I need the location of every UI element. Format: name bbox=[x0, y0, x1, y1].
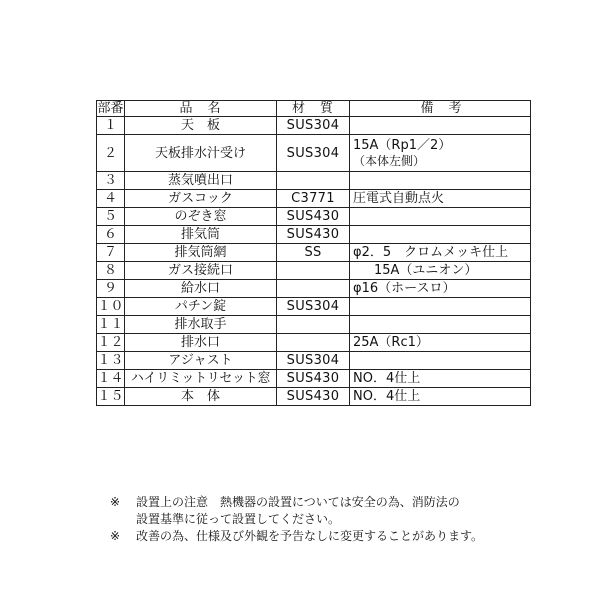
note-text: 改善の為、仕様及び外観を予告なしに変更することがあります。 bbox=[136, 529, 484, 543]
part-remarks bbox=[350, 208, 531, 226]
note-item bbox=[110, 494, 580, 511]
part-remarks bbox=[350, 298, 531, 316]
table-row bbox=[97, 208, 531, 226]
part-name: ガス接続口 bbox=[125, 262, 277, 280]
part-material: SUS304 bbox=[277, 298, 350, 316]
part-number: １５ bbox=[97, 389, 124, 404]
part-name: 排気筒 bbox=[125, 226, 277, 244]
part-number: １２ bbox=[97, 335, 124, 350]
part-name: 排気筒網 bbox=[125, 244, 277, 262]
header-remarks: 備 考 bbox=[350, 101, 531, 117]
note-text-continued: 設置基準に従って設置してください。 bbox=[136, 512, 341, 526]
part-name: 蒸気噴出口 bbox=[125, 172, 277, 190]
part-remarks: NO．4仕上 bbox=[350, 370, 531, 388]
part-remarks-sub: （本体左側） bbox=[353, 154, 426, 168]
part-number: １３ bbox=[97, 353, 124, 368]
part-name: のぞき窓 bbox=[125, 208, 277, 226]
part-number: １０ bbox=[97, 299, 124, 314]
part-remarks: 15A（ユニオン） bbox=[350, 262, 531, 280]
table-row bbox=[97, 172, 531, 190]
table-row bbox=[97, 117, 531, 135]
part-material: SUS304 bbox=[277, 352, 350, 370]
part-name: 排水取手 bbox=[125, 316, 277, 334]
part-material bbox=[277, 334, 350, 352]
part-remarks: φ2．5 クロムメッキ仕上 bbox=[350, 244, 531, 262]
notes-section bbox=[110, 494, 580, 545]
part-number: １４ bbox=[97, 371, 124, 386]
table-row bbox=[97, 280, 531, 298]
table-row bbox=[97, 244, 531, 262]
part-name: 本 体 bbox=[125, 388, 277, 406]
part-name: 給水口 bbox=[125, 280, 277, 298]
part-number: ９ bbox=[97, 280, 125, 298]
part-name: 天 板 bbox=[125, 117, 277, 135]
part-material: SUS304 bbox=[277, 117, 350, 135]
header-part-name: 品 名 bbox=[125, 101, 277, 117]
part-remarks: NO．4仕上 bbox=[350, 388, 531, 406]
part-remarks: 圧電式自動点火 bbox=[350, 190, 531, 208]
table-row bbox=[97, 226, 531, 244]
part-remarks-cell bbox=[350, 135, 531, 172]
table-row bbox=[97, 190, 531, 208]
part-number: ４ bbox=[97, 190, 125, 208]
part-number: １１ bbox=[97, 317, 124, 332]
table-row bbox=[97, 316, 531, 334]
part-material: SUS304 bbox=[277, 135, 350, 172]
part-material: SS bbox=[277, 244, 350, 262]
part-number: ６ bbox=[97, 226, 125, 244]
part-number: ３ bbox=[97, 172, 125, 190]
part-material: SUS430 bbox=[277, 208, 350, 226]
part-material: SUS430 bbox=[277, 388, 350, 406]
table-row bbox=[97, 298, 531, 316]
part-number: ７ bbox=[97, 244, 125, 262]
table-row bbox=[97, 370, 531, 388]
part-material: SUS430 bbox=[277, 370, 350, 388]
part-material bbox=[277, 280, 350, 298]
part-remarks bbox=[350, 117, 531, 135]
part-material bbox=[277, 172, 350, 190]
header-part-number: 部番 bbox=[97, 101, 124, 116]
part-remarks: 25A（Rc1） bbox=[350, 334, 531, 352]
part-number: ５ bbox=[97, 208, 125, 226]
part-remarks: 15A（Rp1／2） bbox=[353, 138, 452, 153]
part-name: パチン錠 bbox=[125, 298, 277, 316]
part-remarks bbox=[350, 352, 531, 370]
part-name: 天板排水汁受け bbox=[125, 135, 277, 172]
part-name: アジャスト bbox=[125, 352, 277, 370]
note-mark: ※ bbox=[110, 529, 121, 543]
part-material: C3771 bbox=[277, 190, 350, 208]
part-number: ８ bbox=[97, 262, 125, 280]
table-header-row bbox=[97, 101, 531, 117]
part-material bbox=[277, 262, 350, 280]
table-row bbox=[97, 135, 531, 172]
note-item bbox=[110, 528, 580, 545]
part-name: ガスコック bbox=[125, 190, 277, 208]
part-material: SUS430 bbox=[277, 226, 350, 244]
table-row bbox=[97, 262, 531, 280]
part-remarks bbox=[350, 226, 531, 244]
table-row bbox=[97, 352, 531, 370]
parts-table bbox=[96, 100, 531, 406]
part-remarks bbox=[350, 316, 531, 334]
header-material: 材 質 bbox=[277, 101, 350, 117]
part-number: １ bbox=[97, 117, 125, 135]
part-name: 排水口 bbox=[125, 334, 277, 352]
note-text: 設置上の注意 熱機器の設置については安全の為、消防法の bbox=[136, 495, 460, 509]
part-material bbox=[277, 316, 350, 334]
part-number: ２ bbox=[97, 135, 125, 172]
table-row bbox=[97, 334, 531, 352]
part-remarks: φ16（ホースロ） bbox=[350, 280, 531, 298]
part-remarks bbox=[350, 172, 531, 190]
note-mark: ※ bbox=[110, 495, 121, 509]
table-row bbox=[97, 388, 531, 406]
part-name: ハイリミットリセット窓 bbox=[125, 370, 277, 388]
